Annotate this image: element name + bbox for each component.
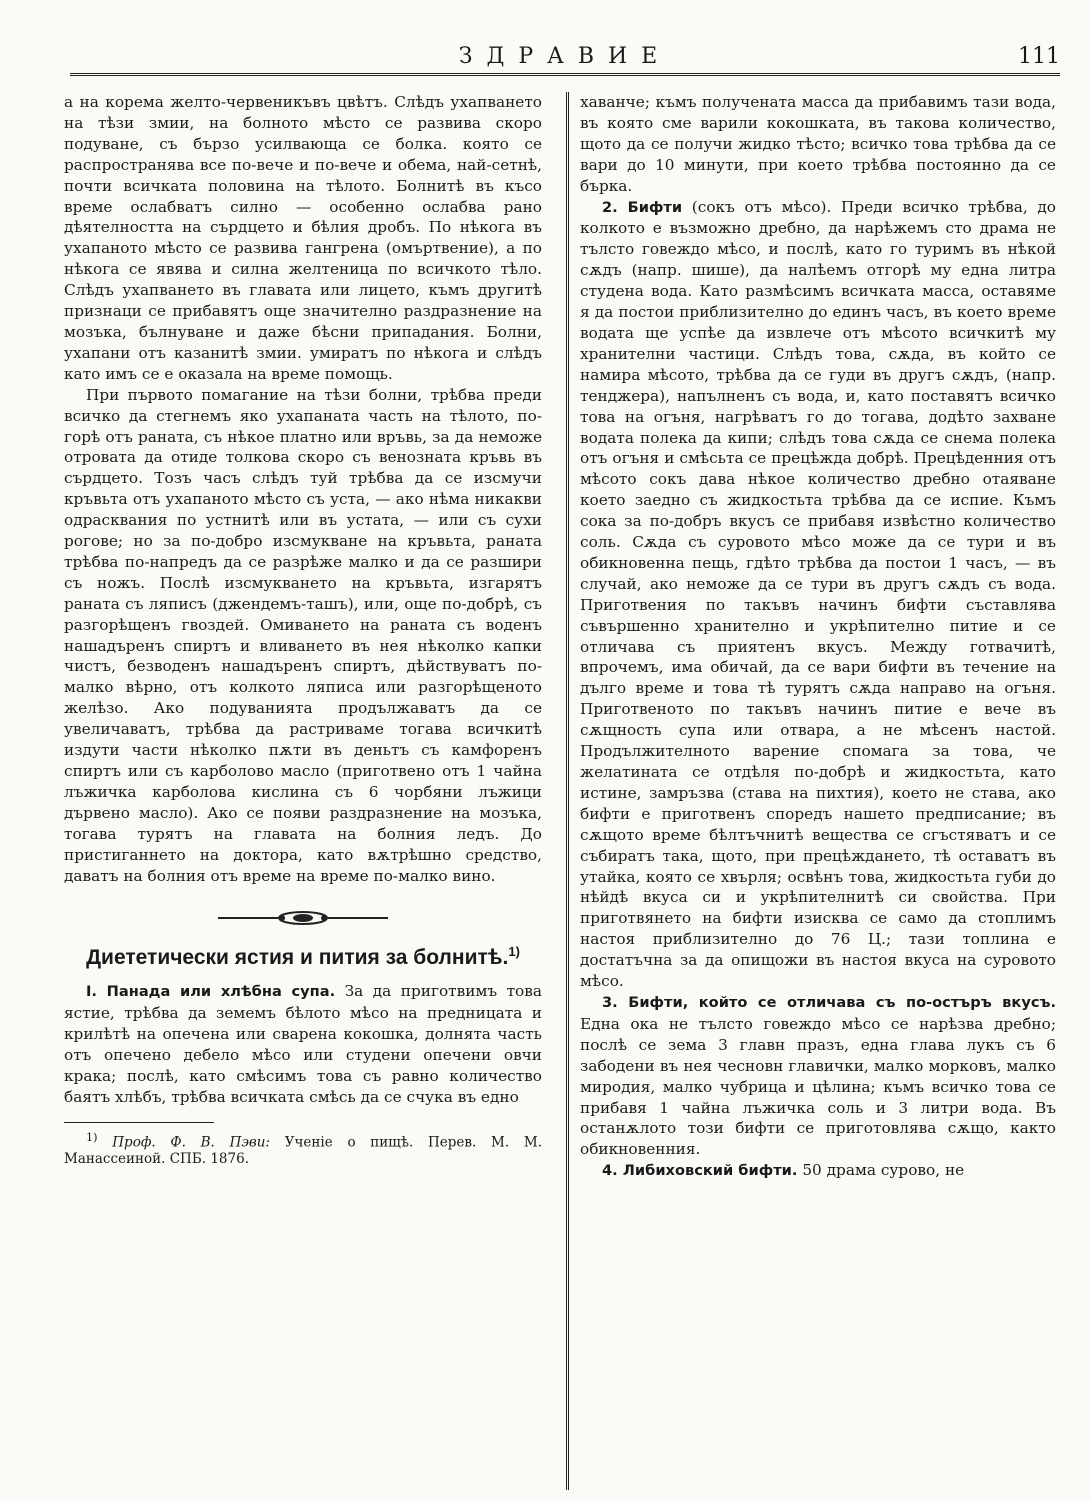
paragraph-first-aid: При първото помагание на тѣзи болни, трѣбва преди всичко да стегнемъ яко ухапаната часть на тѣлото, по-горѣ отъ раната, съ нѣкое платно или връвь, за да неможе отровата да отиде толкова скоро съ венозната кръвь въ сърдцето. Тозъ часъ слѣдъ туй трѣбва да се изсмучи кръвьта отъ ухапаното мѣсто съ уста, — ако нѣма никакви одрасквания по устнитѣ или въ устата, — или съ сухи рогове; но за по-добро изсмукване на кръвьта, раната трѣбва по-напредъ да се разрѣже малко и да се разшири съ ножъ. Послѣ изсмукването на кръвьта, изгарятъ раната съ ляписъ (джендемъ-ташъ), или, още по-добрѣ, съ разгорѣщенъ гвоздей. Омиването на раната съ воденъ нашадъренъ спиртъ и вливането въ нея нѣколко капки чистъ, безводенъ нашадъренъ спиртъ, дѣйствуватъ по-малко вѣрно, отъ колкото ляписа или разгорѣщеното желѣзо. Ако подуванията продължаватъ да се увеличаватъ, трѣбва да растриваме тогава всичкитѣ издути части нѣколко пѫти въ деньтъ съ камфоренъ спиртъ или съ карболово масло (приготвено отъ 1 чайна лъжичка карболова кислина съ 6 чорбяни лъжици дървено масло). Ако се появи раздразнение на мозъка, тогава турятъ на главата на болния ледъ. До пристиганнето на доктора, като вѫтрѣшно средство, даватъ на болния отъ време на време по-малко вино. bbox=[64, 385, 542, 885]
item-3-paragraph bbox=[580, 992, 1056, 1160]
item-4-heading: 4. Либиховский бифти. bbox=[602, 1162, 798, 1180]
section-title bbox=[64, 942, 542, 969]
item-2-paragraph bbox=[580, 197, 1056, 992]
left-column bbox=[64, 92, 542, 1168]
ornament-divider bbox=[64, 908, 542, 928]
item-2-heading: 2. Бифти bbox=[602, 198, 683, 216]
footnote-mark: 1) bbox=[86, 1130, 98, 1144]
item-3-text: Една ока не тълсто говеждо мѣсо се нарѣзва дребно; послѣ се зема 3 главн празъ, една глава лукъ съ 6 забодени въ нея чесновн главички, малко морковъ, малко миродия, малко чубрица и цѣлина; къмъ всичко това се прибавя 1 чайна лъжичка соль и 3 литри вода. Въ останѫлото този бифти се приготовлява сѫщо, както обикновенния. bbox=[580, 1014, 1056, 1159]
item-2-text: (сокъ отъ мѣсо). Преди всичко трѣбва, до колкото е възможно дребно, да нарѣжемъ сто драма не тълсто говеждо мѣсо, и послѣ, като го туримъ въ нѣкой сѫдъ (напр. шише), да налѣемъ отгорѣ му една литра студена вода. Като размѣсимъ всичката масса, оставяме я да постои приблизително до единъ часъ, въ което време водата ще успѣе да извлече отъ мѣсото всичкитѣ му хранителни частици. Слѣдъ това, сѫда, въ който се намира мѣсото, трѣбва да се гуди въ другъ сѫдъ, (напр. тенджера), напълненъ съ вода, и, като поставятъ всичко това на огъня, нагрѣватъ го до тогава, додѣто захване водата полека да кипи; слѣдъ това сѫда се снема полека отъ огъня и смѣсьта се прецѣжда добрѣ. Прецѣденния отъ мѣсото сокъ дава нѣкое количество дребно отаяване което заедно съ жидкостьта трѣбва да се испие. Къмъ сока за по-добръ вкусъ се прибавя извѣстно количество соль. Сѫда съ суровото мѣсо може да се тури и въ обикновенна пещь, гдѣто трѣбва да постои 1 часъ, — въ случай, ако неможе да се тури въ другъ сѫдъ съ вода. Приготвения по такъвъ начинъ бифти съставлява съвършенно хранително и укрѣпително питие и се отличава съ приятенъ вкусъ. Между готвачитѣ, впрочемъ, има обичай, да се вари бифти въ течение на дълго време и това тѣ турятъ сѫда направо на огъня. Приготвеното по такъвъ начинъ питие е вече въ сѫщность супа или отвара, а не мѣсенъ настой. Продължителното варение спомага за това, че желатината се отдѣля по-добрѣ и жидкостьта, като истине, замръзва (става на пихтия), което не става, ако бифти е приготвенъ споредъ нашето предписание; въ сѫщото време бѣлтъчнитѣ вещества се сгъстяватъ и се събиратъ така, щото, при прецѣждането, тѣ оставатъ въ утайка, която се хвърля; освѣнъ това, жидкостьта губи до нѣйдѣ вкуса си и укрѣпителнитѣ си свойства. При приготвянето на бифти изисква се само да стоплимъ настоя приблизително до 76 Ц.; тази топлина е достатъчна за да опищожи въ настоя вкуса на суровото мѣсо. bbox=[580, 197, 1056, 991]
item-1-continuation: хаванче; къмъ получената масса да прибавимъ тази вода, въ която сме варили кокошката, въ такова количество, щото да се получи жидко тѣсто; всичко това трѣбва да се вари до 10 минути, при което трѣбва постоянно да се бърка. bbox=[580, 93, 1056, 195]
item-1-paragraph bbox=[64, 981, 542, 1107]
column-divider bbox=[566, 92, 569, 1490]
journal-title: ЗДРАВИЕ bbox=[458, 44, 672, 69]
page-number: 111 bbox=[1018, 44, 1060, 69]
item-1-text: За да приготвимъ това ястие, трѣбва да земемъ бѣлото мѣсо на предницата и крилѣтѣ на опечена или сварена кокошка, долнята часть отъ опечено дебело мѣсо или студени опечени овчи крака; послѣ, като смѣсимъ това съ равно количество баятъ хлѣбъ, трѣбва всичката смѣсь да се счука въ едно bbox=[64, 982, 542, 1106]
item-4-text: 50 драма сурово, не bbox=[802, 1161, 965, 1180]
footnote-rule bbox=[64, 1122, 214, 1123]
section-title-footnote-ref: 1) bbox=[508, 944, 520, 960]
footnote-author: Проф. Ф. В. Пэви: bbox=[112, 1134, 271, 1151]
paragraph-snake-bite-symptoms: а на корема желто-червеникъвъ цвѣтъ. Слѣдъ ухапването на тѣзи змии, на болното мѣсто се развива скоро подуване, съ бързо усилвающа се болка. която се распространява все по-вече и по-вече и обема, най-сетнѣ, почти всичката половина на тѣлото. Болнитѣ въ късо време ослабватъ силно — особенно ослабва рано дѣятелността на сърдцето и бѣлия дробъ. По нѣкога въ ухапаното мѣсто се развива гангрена (омъртвение), а по нѣкога се явява и силна желтеница по всичкото тѣло. Слѣдъ ухапването въ главата или лицето, къмъ другитѣ признаци се прибавятъ още значително раздразнение на мозъка, бълнуване и даже бѣсни припадания. Болни, ухапани отъ казанитѣ змии. умиратъ по нѣкога и слѣдъ като имъ се е оказала на време помощь. bbox=[64, 93, 542, 383]
item-3-heading: 3. Бифти, който се отличава съ по-остъръ вкусъ. bbox=[602, 993, 1056, 1011]
item-1-heading: I. Панада или хлѣбна супа. bbox=[86, 983, 336, 1001]
section-title-text: Диететически ястия и пития за болнитѣ. bbox=[86, 946, 509, 970]
footnote bbox=[64, 1129, 542, 1169]
footnote-text: Ученіе о пищѣ. Перев. М. М. Манассеиной. СПБ. 1876. bbox=[64, 1134, 542, 1168]
item-4-paragraph bbox=[580, 1160, 1056, 1182]
ornament-icon bbox=[218, 908, 388, 928]
running-header bbox=[70, 40, 1060, 76]
right-column bbox=[580, 92, 1056, 1182]
header-rule bbox=[70, 73, 1060, 76]
